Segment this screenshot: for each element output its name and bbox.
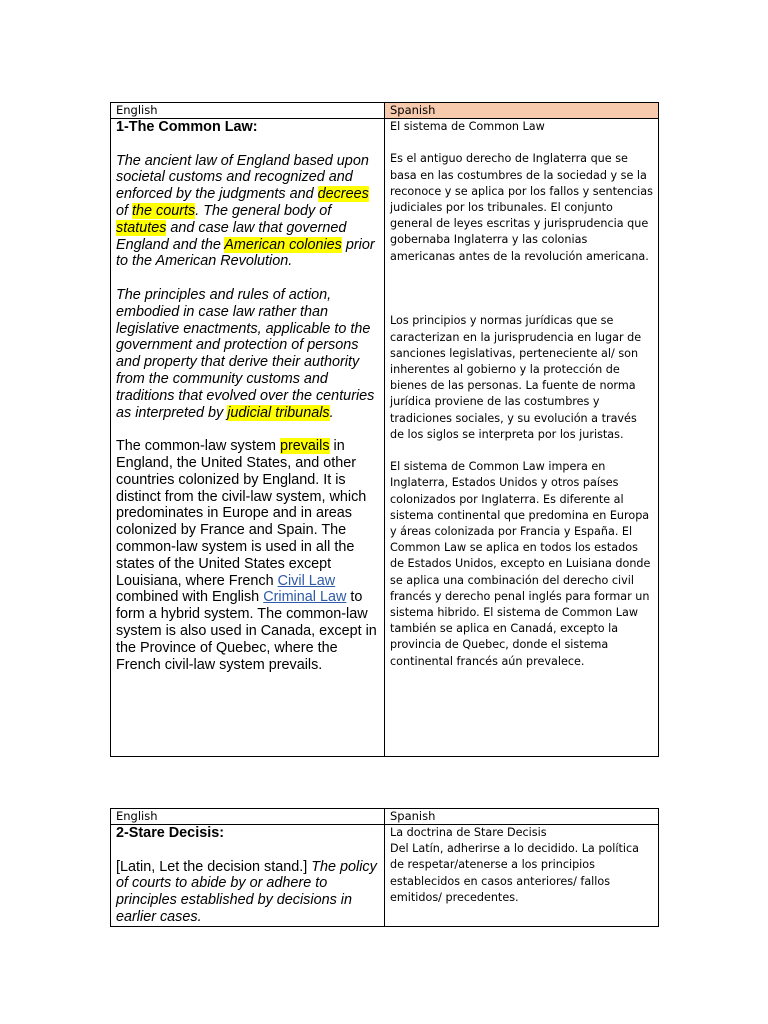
english-paragraph-1: The ancient law of England based upon societal customs and recognized and enforced by the judgments and decrees of the courts. The general body of statutes and case law that governed England and the American colonies prior to the American Revolution. bbox=[116, 152, 375, 270]
highlight-judicial-tribunals: judicial tribunals bbox=[227, 404, 330, 421]
highlight-american-colonies: American colonies bbox=[224, 236, 342, 253]
highlight-decrees: decrees bbox=[317, 186, 369, 203]
spanish-definition-cell bbox=[385, 119, 659, 757]
spanish-term-title: El sistema de Common Law bbox=[390, 120, 545, 133]
spanish-term-title: La doctrina de Stare Decisis bbox=[390, 826, 547, 839]
english-column-header: English bbox=[111, 809, 385, 825]
highlight-statutes: statutes bbox=[116, 219, 167, 236]
english-paragraph-3: The common-law system prevails in England, the United States, and other countries colonized by England. It is distinct from the civil-law system, which predominates in Europe and in areas colonized by France and Spain. The common-law system is used in all the states of the United States except Louisiana, where French Civil Law combined with English Criminal Law to form a hybrid system. The common-law system is also used in Canada, except in the Province of Quebec, where the French civil-law system prevails. bbox=[116, 438, 377, 673]
spanish-paragraph-1: Es el antiguo derecho de Inglaterra que se basa en las costumbres de la sociedad y se la reconoce y se aplica por los fallos y sentencias judiciales por los tribunales. El conjunto general de leyes escritas y jurisprudencia que gobernaba Inglaterra y las colonias americanas antes de la revolución americana. bbox=[390, 152, 653, 263]
highlight-the-courts: the courts bbox=[132, 202, 196, 219]
spanish-paragraph-3: El sistema de Common Law impera en Inglaterra, Estados Unidos y otros países colonizados por Inglaterra. Es diferente al sistema continental que predomina en Europa y áreas colonizada por Francia y España. El Common Law se aplica en todos los estados de Estados Unidos, excepto en Luisiana donde se aplica una combinación del derecho civil francés y derecho penal inglés para formar un sistema hibrido. El sistema de Common Law también se aplica en Canadá, excepto la provincia de Quebec, donde el sistema continental francés aún prevalece. bbox=[390, 460, 651, 668]
civil-law-link[interactable]: Civil Law bbox=[277, 572, 336, 589]
english-paragraph-1: [Latin, Let the decision stand.] The policy of courts to abide by or adhere to principles established by decisions in earlier cases. bbox=[116, 858, 377, 925]
spanish-column-header: Spanish bbox=[385, 809, 659, 825]
spanish-paragraph-2: Los principios y normas jurídicas que se caracterizan en la jurisprudencia en lugar de sanciones legislativas, perteneciente al/ son inherentes al gobierno y la protección de bienes de las personas. La fuente de norma jurídica proviene de las costumbres y tradiciones sociales, y su evolución a través de los siglos se interpreta por los juristas. bbox=[390, 314, 642, 441]
english-column-header: English bbox=[111, 103, 385, 119]
glossary-table-stare-decisis bbox=[110, 808, 659, 927]
english-term-title: 1-The Common Law: bbox=[116, 119, 258, 135]
spanish-column-header: Spanish bbox=[385, 103, 659, 119]
english-definition-cell bbox=[111, 825, 385, 927]
spanish-definition-cell bbox=[385, 825, 659, 927]
english-definition-cell bbox=[111, 119, 385, 757]
english-paragraph-2: The principles and rules of action, embodied in case law rather than legislative enactments, applicable to the government and protection of persons and property that derive their authority from the community customs and traditions that evolved over the centuries as interpreted by judicial tribunals. bbox=[116, 286, 375, 421]
glossary-table-common-law bbox=[110, 102, 659, 757]
spanish-paragraph-1: Del Latín, adherirse a lo decidido. La política de respetar/atenerse a los principios establecidos en casos anteriores/ fallos emitidos/ precedentes. bbox=[390, 842, 639, 904]
highlight-prevails: prevails bbox=[279, 438, 330, 455]
criminal-law-link[interactable]: Criminal Law bbox=[263, 589, 347, 606]
english-term-title: 2-Stare Decisis: bbox=[116, 825, 224, 841]
